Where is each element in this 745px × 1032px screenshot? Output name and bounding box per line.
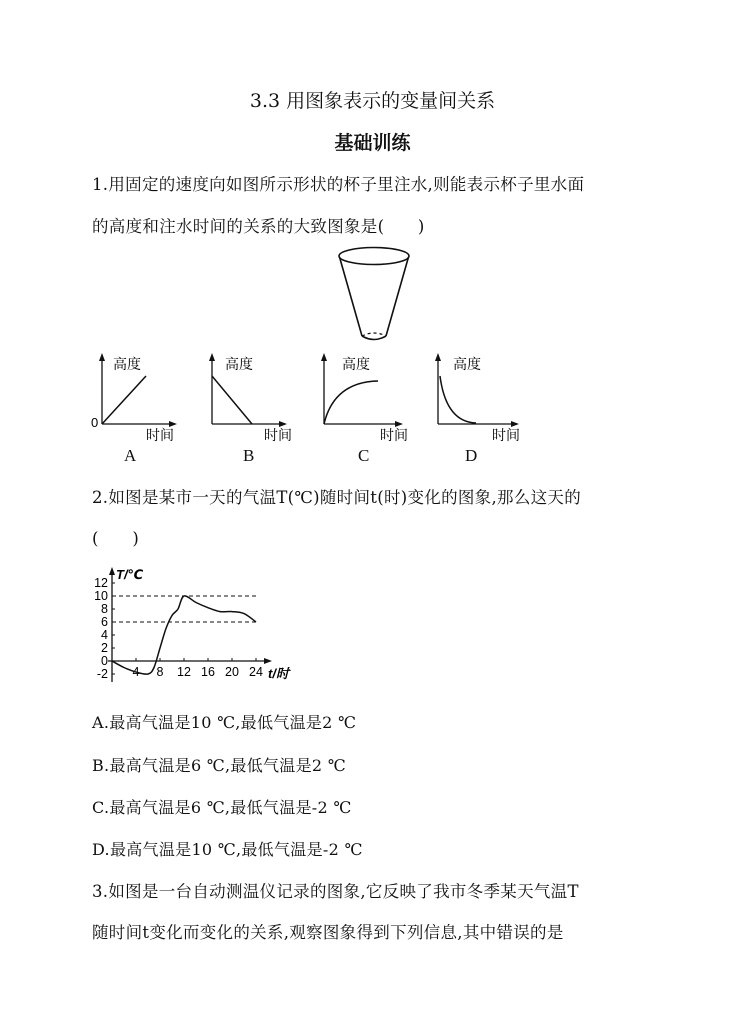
y-tick-label: 4 [101,628,108,642]
y-axis-arrow [109,567,115,575]
graph-b-curve [212,376,252,424]
x-tick-label: 16 [201,665,215,679]
option-letter-c: C [358,446,370,465]
y-tick-label: 10 [94,589,108,603]
cup-figure [330,244,420,346]
graph-d-x-label: 时间 [492,427,520,443]
q1-graph-b [198,352,298,444]
x-tick-label: 8 [156,665,164,679]
q1-graph-c [310,352,420,444]
q1-text-line2: 的高度和注水时间的关系的大致图象是( ) [92,217,425,236]
q2-option-b: B.最高气温是6 ℃,最低气温是2 ℃ [92,756,346,775]
temperature-curve [112,596,256,674]
graph-b-x-label: 时间 [264,427,292,443]
option-letter-a: A [124,446,137,465]
q3-text-line1: 3.如图是一台自动测温仪记录的图象,它反映了我市冬季某天气温T [92,882,579,901]
x-tick-label: 20 [225,665,239,679]
y-tick-label: -2 [96,667,108,681]
q1-graph-a [88,352,188,444]
q2-option-a: A.最高气温是10 ℃,最低气温是2 ℃ [92,713,357,732]
y-tick-label: 12 [94,576,108,590]
y-tick-label: 0 [101,654,108,668]
x-axis-label: t/时 [268,666,289,681]
graph-b-y-label: 高度 [225,356,253,372]
graph-a-origin: 0 [91,415,99,430]
q2-option-c: C.最高气温是6 ℃,最低气温是-2 ℃ [92,798,352,817]
x-tick-label: 12 [177,665,191,679]
q2-text-line2: ( ) [92,529,140,548]
q2-option-d: D.最高气温是10 ℃,最低气温是-2 ℃ [92,840,363,859]
graph-a-curve [102,376,146,424]
q3-text-line2: 随时间t变化而变化的关系,观察图象得到下列信息,其中错误的是 [92,923,564,942]
x-tick-label: 24 [249,665,263,679]
graph-c-curve [324,381,378,424]
q1-graph-d [424,352,534,444]
y-tick-label: 2 [101,641,108,655]
option-letter-b: B [243,446,255,465]
graph-d-y-label: 高度 [453,356,481,372]
x-axis-arrow [264,658,272,664]
graph-c-y-label: 高度 [342,356,370,372]
q2-text-line1: 2.如图是某市一天的气温T(℃)随时间t(时)变化的图象,那么这天的 [92,488,582,507]
graph-a-x-label: 时间 [146,427,174,443]
graph-a-y-label: 高度 [113,356,141,372]
graph-c-x-label: 时间 [380,427,408,443]
option-letter-d: D [465,446,478,465]
y-tick-label: 6 [101,615,108,629]
temperature-chart [86,554,306,694]
section-heading: 基础训练 [334,132,411,154]
graph-d-curve [440,376,476,423]
x-tick-label: 4 [132,665,140,679]
q1-text-line1: 1.用固定的速度向如图所示形状的杯子里注水,则能表示杯子里水面 [92,175,585,194]
page-title: 3.3 用图象表示的变量间关系 [249,90,496,112]
y-tick-label: 8 [101,602,108,616]
y-axis-label: T/℃ [116,567,144,582]
